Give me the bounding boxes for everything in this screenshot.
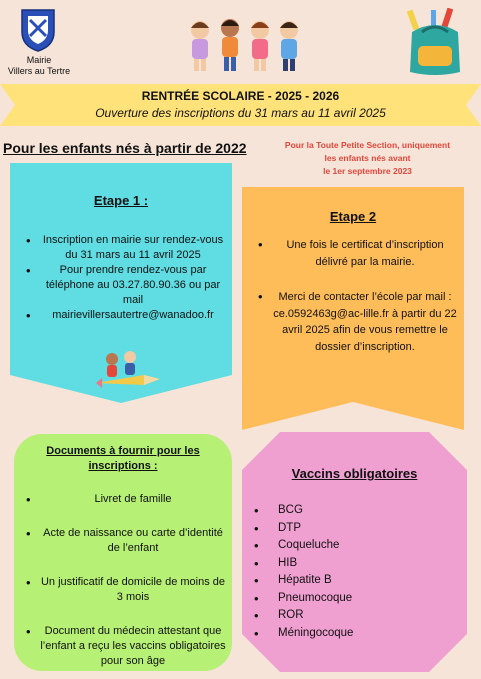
step2-list xyxy=(272,237,458,355)
vaccines-title: Vaccins obligatoires xyxy=(291,466,418,481)
vaccine-item: • ROR xyxy=(278,607,353,625)
vaccine-item: • Méningocoque xyxy=(278,625,353,643)
step2-item: • Une fois le certificat d’inscription délivré par la mairie. xyxy=(272,237,458,270)
town-name: Villers au Tertre xyxy=(7,66,71,76)
vaccine-item: • Pneumocoque xyxy=(278,590,353,608)
step1-item: • Pour prendre rendez-vous par téléphone au 03.27.80.90.36 ou par mail xyxy=(40,263,226,308)
vaccine-item: • BCG xyxy=(278,502,353,520)
documents-item: • Acte de naissance ou carte d’identité de l’enfant xyxy=(40,526,226,556)
tps-note-line2: les enfants nés avant xyxy=(324,153,411,163)
step2-box xyxy=(242,187,464,430)
school-backpack-icon xyxy=(404,8,466,78)
documents-item: • Document du médecin attestant que l’enfant a reçu les vaccins obligatoires pour son âge xyxy=(40,624,226,669)
section-title: Pour les enfants nés à partir de 2022 xyxy=(3,140,247,156)
tps-note-line1: Pour la Toute Petite Section, uniquement xyxy=(284,140,451,150)
tps-note xyxy=(255,139,480,178)
vaccine-item: • HIB xyxy=(278,555,353,573)
kids-riding-pencil-icon xyxy=(92,345,164,395)
vaccine-item: • Coqueluche xyxy=(278,537,353,555)
town-crest-icon xyxy=(20,8,56,52)
mairie-label xyxy=(4,55,74,77)
vaccine-item: • DTP xyxy=(278,520,353,538)
documents-box xyxy=(14,434,232,671)
mairie-text: Mairie xyxy=(26,55,52,65)
step2-item: • Merci de contacter l’école par mail : ce.0592463g@ac-lille.fr à partir du 22 avril 2025 afin de vous remettre le dossier d’inscription. xyxy=(272,289,458,355)
vaccines-box xyxy=(242,432,467,672)
step1-item: • Inscription en mairie sur rendez-vous du 31 mars au 11 avril 2025 xyxy=(40,233,226,263)
step2-title: Etape 2 xyxy=(329,209,377,224)
documents-list xyxy=(40,492,226,669)
step1-list xyxy=(40,233,226,323)
children-holding-hands-icon xyxy=(185,12,305,74)
vaccine-item: • Hépatite B xyxy=(278,572,353,590)
step1-title: Etape 1 : xyxy=(93,193,149,208)
vaccines-list xyxy=(278,502,353,642)
step1-item: • mairievillersautertre@wanadoo.fr xyxy=(40,308,226,323)
documents-item: • Un justificatif de domicile de moins de 3 mois xyxy=(40,575,226,605)
banner-title: RENTRÉE SCOLAIRE - 2025 - 2026 xyxy=(141,89,340,103)
tps-note-line3: le 1er septembre 2023 xyxy=(323,166,412,176)
banner-subtitle: Ouverture des inscriptions du 31 mars au 11 avril 2025 xyxy=(95,106,386,120)
documents-item: • Livret de famille xyxy=(40,492,226,507)
documents-title: Documents à fournir pour les inscriptions : xyxy=(46,445,200,472)
